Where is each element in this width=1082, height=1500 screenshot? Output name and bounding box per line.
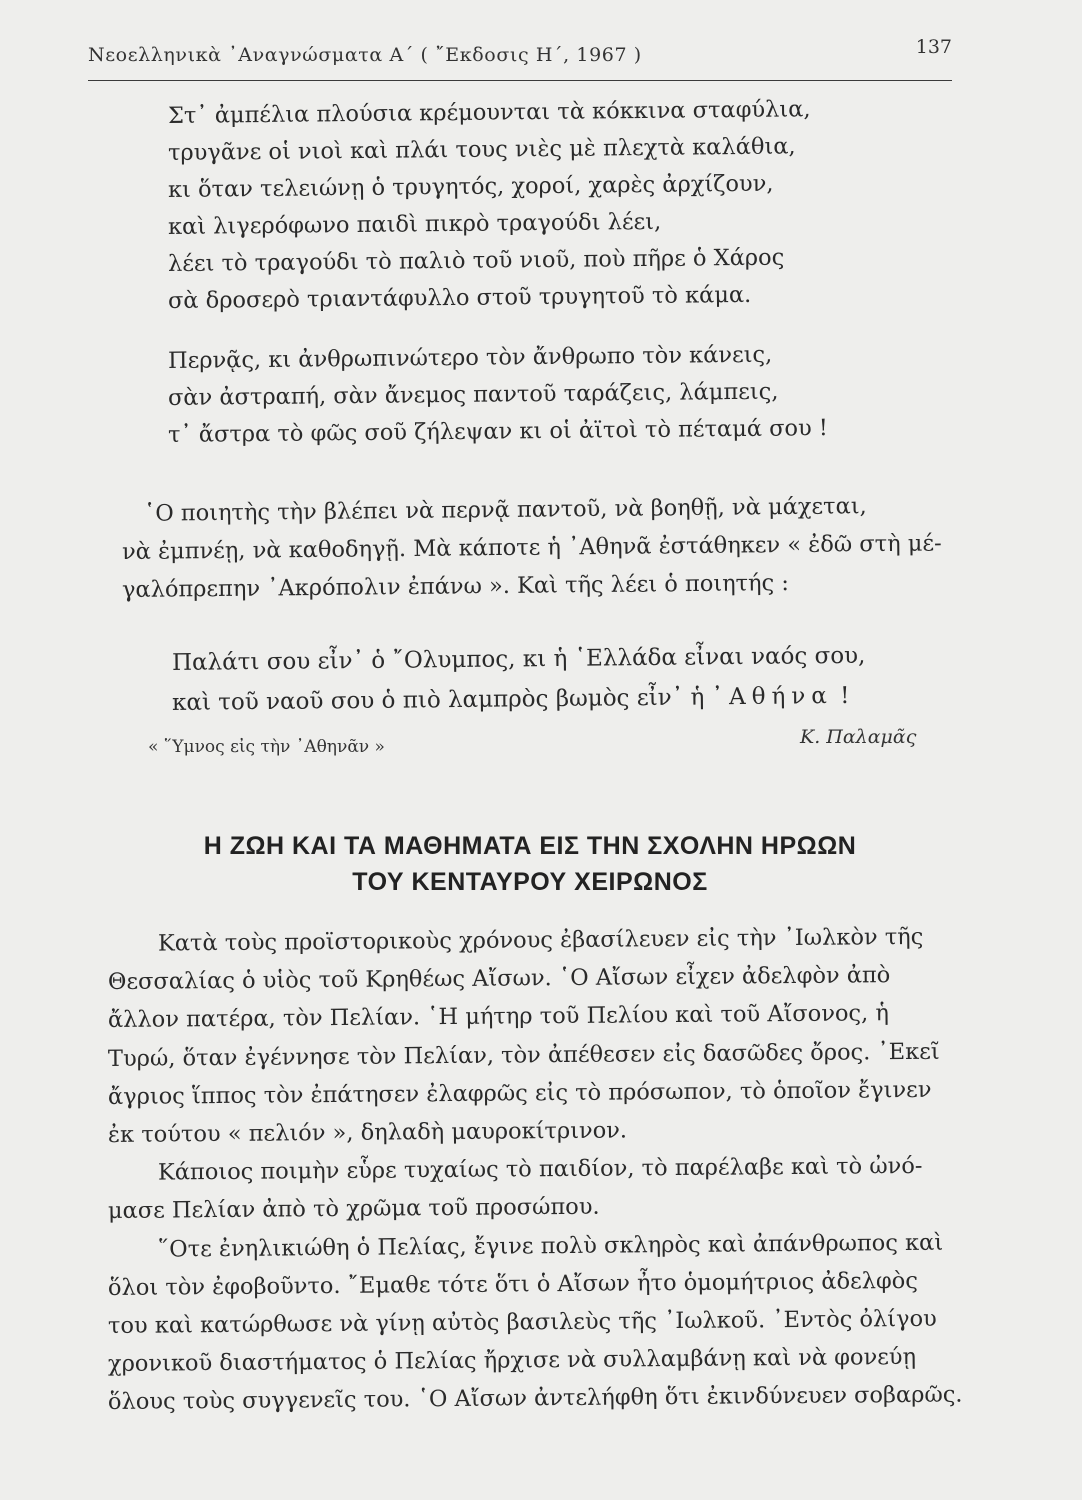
paragraph-line: γαλόπρεπην ᾿Ακρόπολιν ἐπάνω ». Καὶ τῆς λέει ὁ ποιητής : xyxy=(121,570,790,603)
source-attribution: « ῞Υμνος εἰς τὴν ᾿Αθηνᾶν » xyxy=(148,737,385,757)
body-line: ἄλλον πατέρα, τὸν Πελίαν. ῾Η μήτηρ τοῦ Πελίου καὶ τοῦ Αἴσονος, ἡ xyxy=(107,1000,889,1034)
poem-line: λέει τὸ τραγούδι τὸ παλιὸ τοῦ νιοῦ, ποὺ πῆρε ὁ Χάρος xyxy=(167,244,785,277)
paragraph-line: νὰ ἐμπνέῃ, νὰ καθοδηγῇ. Μὰ κάποτε ἡ ᾿Αθηνᾶ ἐστάθηκεν « ἐδῶ στὴ μέ- xyxy=(121,530,942,565)
body-line: μασε Πελίαν ἀπὸ τὸ χρῶμα τοῦ προσώπου. xyxy=(107,1194,600,1225)
quote-line-end: ! xyxy=(832,682,850,710)
body-line: ῞Οτε ἐνηλικιώθη ὁ Πελίας, ἔγινε πολὺ σκληρὸς καὶ ἀπάνθρωπος καὶ xyxy=(157,1229,944,1263)
quoted-verse xyxy=(172,643,952,723)
section-title-line: Η ΖΩΗ ΚΑΙ ΤΑ ΜΑΘΗΜΑΤΑ ΕΙΣ ΤΗΝ ΣΧΟΛΗΝ ΗΡΩΩΝ xyxy=(203,832,857,860)
poem-line: Περνᾷς, κι ἀνθρωπινώτερο τὸν ἄνθρωπο τὸν κάνεις, xyxy=(167,341,773,374)
page-header xyxy=(88,36,952,81)
poem-line: σὰν ἀστραπή, σὰν ἄνεμος παντοῦ ταράζεις, λάμπεις, xyxy=(167,378,779,411)
poem-excerpt xyxy=(168,98,968,454)
emphasized-word: ᾿Αθήνα xyxy=(711,683,834,711)
running-title: Νεοελληνικὰ ᾿Αναγνώσματα Α΄ ( ῎Εκδοσις Η΄, 1967 ) xyxy=(88,44,642,66)
quote-line xyxy=(172,675,952,723)
body-line: ὅλους τοὺς συγγενεῖς του. ῾Ο Αἴσων ἀντελήφθη ὅτι ἐκινδύνευεν σοβαρῶς. xyxy=(107,1381,963,1416)
body-line: χρονικοῦ διαστήματος ὁ Πελίας ἤρχισε νὰ συλλαμβάνῃ καὶ νὰ φονεύῃ xyxy=(107,1344,917,1378)
quote-line: Παλάτι σου εἶν᾿ ὁ ῎Ολυμπος, κι ἡ ῾Ελλάδα εἶναι ναός σου, xyxy=(171,642,866,676)
poem-line: καὶ λιγερόφωνο παιδὶ πικρὸ τραγούδι λέει, xyxy=(167,208,662,240)
section-title-line: ΤΟΥ ΚΕΝΤΑΥΡΟΥ ΧΕΙΡΩΝΟΣ xyxy=(352,868,708,896)
body-line: ἄγριος ἵππος τὸν ἐπάτησεν ἐλαφρῶς εἰς τὸ πρόσωπον, τὸ ὁποῖον ἔγινεν xyxy=(107,1076,932,1110)
body-line: ἐκ τούτου « πελιόν », δηλαδὴ μαυροκίτρινον. xyxy=(107,1117,628,1148)
paragraph-line: ῾Ο ποιητὴς τὴν βλέπει νὰ περνᾷ παντοῦ, νὰ βοηθῇ, νὰ μάχεται, xyxy=(143,493,867,527)
page-number: 137 xyxy=(915,36,952,58)
poem-line: τ᾿ ἄστρα τὸ φῶς σοῦ ζήλεψαν κι οἱ ἀϊτοὶ τὸ πέταμά σου ! xyxy=(167,415,829,448)
poem-line: κι ὅταν τελειώνῃ ὁ τρυγητός, χοροί, χαρὲς ἀρχίζουν, xyxy=(167,170,774,203)
body-line: Κάποιος ποιμὴν εὗρε τυχαίως τὸ παιδίον, τὸ παρέλαβε καὶ τὸ ὠνό- xyxy=(157,1153,923,1186)
body-line: Κατὰ τοὺς προϊστορικοὺς χρόνους ἐβασίλευεν εἰς τὴν ᾿Ιωλκὸν τῆς xyxy=(157,923,924,957)
body-line: Τυρώ, ὅταν ἐγέννησε τὸν Πελίαν, τὸν ἀπέθεσεν εἰς δασῶδες ὄρος. ᾿Εκεῖ xyxy=(107,1038,940,1072)
poem-line: σὰ δροσερὸ τριαντάφυλλο στοῦ τρυγητοῦ τὸ κάμα. xyxy=(167,281,752,314)
author-attribution: Κ. Παλαμᾶς xyxy=(800,726,917,748)
quote-line-text: καὶ τοῦ ναοῦ σου ὁ πιὸ λαμπρὸς βωμὸς εἶν᾿ ἡ xyxy=(171,684,712,716)
intro-paragraph xyxy=(122,495,964,609)
body-text xyxy=(108,925,968,1421)
section-title xyxy=(150,828,910,900)
poem-line: τρυγᾶνε οἱ νιοὶ καὶ πλάι τους νιὲς μὲ πλεχτὰ καλάθια, xyxy=(167,133,796,166)
body-line: Θεσσαλίας ὁ υἱὸς τοῦ Κρηθέως Αἴσων. ῾Ο Αἴσων εἶχεν ἀδελφὸν ἀπὸ xyxy=(107,962,891,996)
body-line: του καὶ κατώρθωσε νὰ γίνῃ αὐτὸς βασιλεὺς τῆς ᾿Ιωλκοῦ. ᾿Εντὸς ὀλίγου xyxy=(107,1305,937,1339)
body-line: ὅλοι τὸν ἐφοβοῦντο. ῎Εμαθε τότε ὅτι ὁ Αἴσων ἦτο ὁμομήτριος ἀδελφὸς xyxy=(107,1267,918,1301)
poem-line: Στ᾿ ἀμπέλια πλούσια κρέμουνται τὰ κόκκινα σταφύλια, xyxy=(167,96,811,129)
